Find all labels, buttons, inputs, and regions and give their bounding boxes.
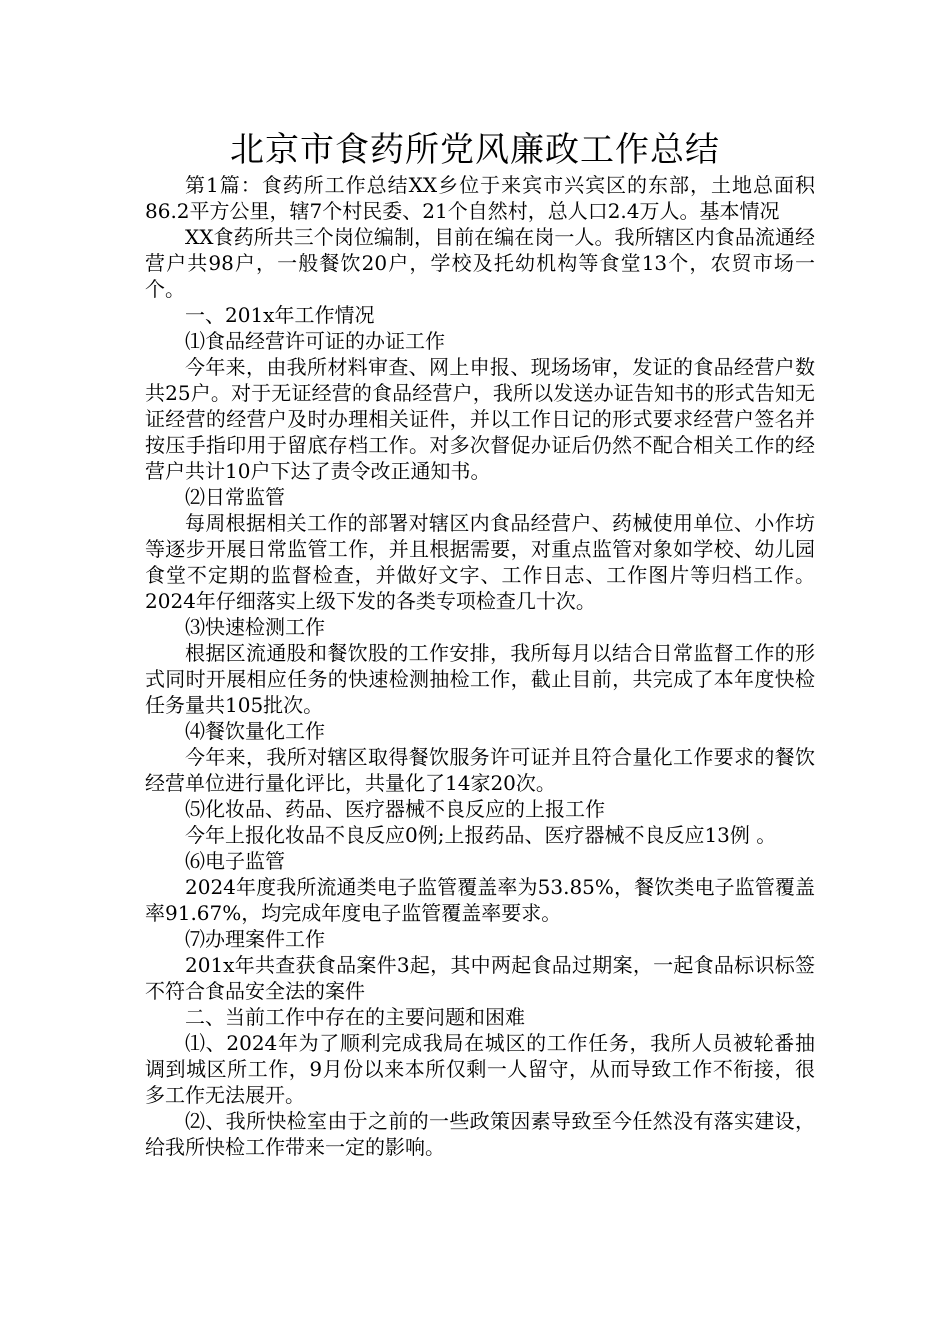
paragraph-rapid-testing: 根据区流通股和餐饮股的工作安排，我所每月以结合日常监督工作的形式同时开展相应任务的快速检测抽检工作，截止目前，共完成了本年度快检任务量共105批次。	[145, 641, 815, 717]
subheading-2: ⑵日常监管	[185, 485, 285, 509]
paragraph-adverse-reactions: 今年上报化妆品不良反应0例;上报药品、医疗器械不良反应13例 。	[185, 823, 777, 847]
subheading-4: ⑷餐饮量化工作	[185, 719, 325, 743]
paragraph-problem-1: ⑴、2024年为了顺利完成我局在城区的工作任务，我所人员被轮番抽调到城区所工作，9月份以来本所仅剩一人留守，从而导致工作不衔接，很多工作无法展开。	[145, 1031, 815, 1107]
subheading-1: ⑴食品经营许可证的办证工作	[185, 329, 445, 353]
paragraph-catering-quantification: 今年来，我所对辖区取得餐饮服务许可证并且符合量化工作要求的餐饮经营单位进行量化评比，共量化了14家20次。	[145, 745, 815, 795]
section-heading-1: 一、201x年工作情况	[185, 303, 375, 327]
paragraph-intro: 第1篇：食药所工作总结XX乡位于来宾市兴宾区的东部，土地总面积86.2平方公里，辖7个村民委、21个自然村，总人口2.4万人。基本情况	[145, 173, 815, 223]
paragraph-overview: XX食药所共三个岗位编制，目前在编在岗一人。我所辖区内食品流通经营户共98户，一般餐饮20户，学校及托幼机构等食堂13个，农贸市场一个。	[145, 225, 815, 301]
paragraph-licensing: 今年来，由我所材料审查、网上申报、现场场审，发证的食品经营户数共25户。对于无证经营的食品经营户，我所以发送办证告知书的形式告知无证经营的经营户及时办理相关证件，并以工作日记的形式要求经营户签名并按压手指印用于留底存档工作。对多次督促办证后仍然不配合相关工作的经营户共计10户下达了责令改正通知书。	[145, 355, 815, 483]
subheading-5: ⑸化妆品、药品、医疗器械不良反应的上报工作	[185, 797, 605, 821]
subheading-6: ⑹电子监管	[185, 849, 285, 873]
subheading-3: ⑶快速检测工作	[185, 615, 325, 639]
paragraph-electronic-supervision: 2024年度我所流通类电子监管覆盖率为53.85%，餐饮类电子监管覆盖率91.67%，均完成年度电子监管覆盖率要求。	[145, 875, 815, 925]
paragraph-problem-2: ⑵、我所快检室由于之前的一些政策因素导致至今任然没有落实建设，给我所快检工作带来一定的影响。	[145, 1109, 815, 1159]
section-heading-2: 二、当前工作中存在的主要问题和困难	[185, 1005, 525, 1029]
subheading-7: ⑺办理案件工作	[185, 927, 325, 951]
document-body	[145, 172, 815, 1160]
document-title: 北京市食药所党风廉政工作总结	[230, 130, 720, 170]
paragraph-cases: 201x年共查获食品案件3起，其中两起食品过期案，一起食品标识标签不符合食品安全法的案件	[145, 953, 815, 1003]
paragraph-daily-supervision: 每周根据相关工作的部署对辖区内食品经营户、药械使用单位、小作坊等逐步开展日常监管工作，并且根据需要，对重点监管对象如学校、幼儿园食堂不定期的监督检查，并做好文字、工作日志、工作图片等归档工作。2024年仔细落实上级下发的各类专项检查几十次。	[145, 511, 815, 613]
